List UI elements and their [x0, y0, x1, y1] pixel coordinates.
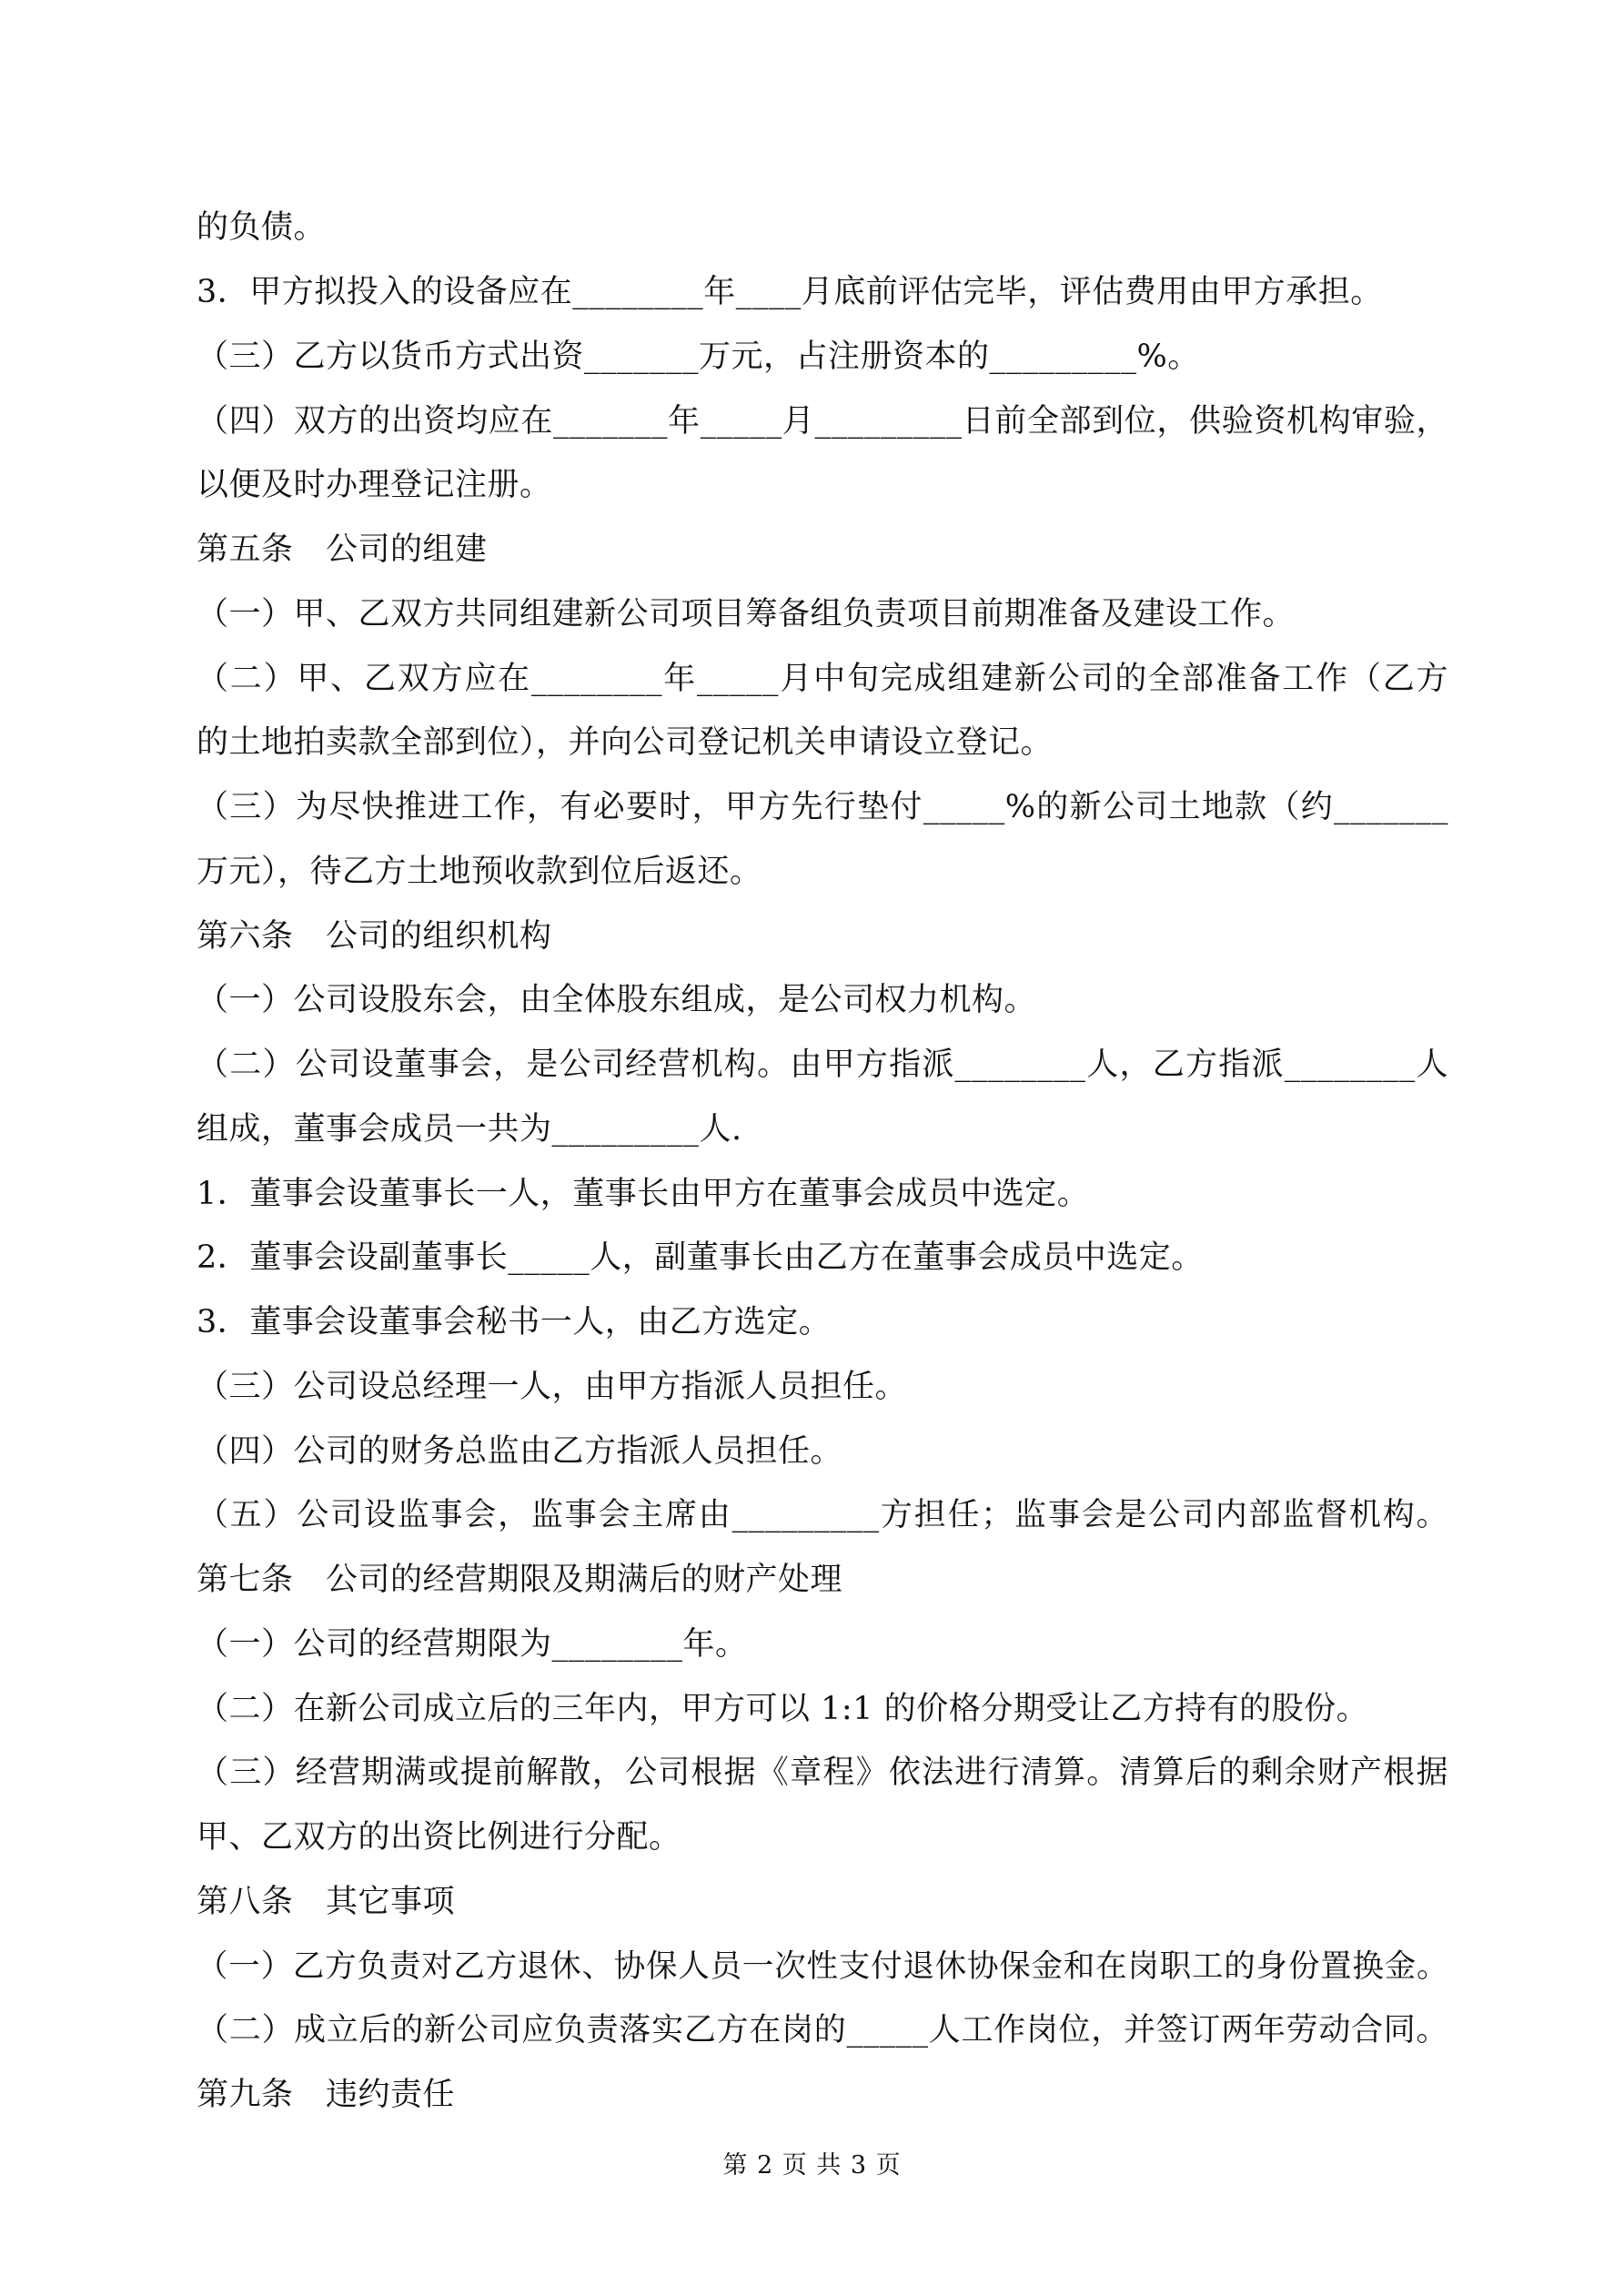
- article-heading: 第六条 公司的组织机构: [197, 918, 552, 955]
- text-line: （三）乙方以货币方式出资_______万元，占注册资本的_________%。: [197, 339, 1200, 375]
- text-line: （一）公司的经营期限为________年。: [197, 1626, 748, 1663]
- text-line: （一）公司设股东会，由全体股东组成，是公司权力机构。: [197, 982, 1037, 1018]
- article-heading: 第八条 其它事项: [197, 1884, 456, 1920]
- text-line: （三）公司设总经理一人，由甲方指派人员担任。: [197, 1369, 908, 1405]
- text-line: （五）公司设监事会，监事会主席由_________方担任；监事会是公司内部监督机构。: [197, 1497, 1448, 1533]
- article-heading: 第五条 公司的组建: [197, 531, 488, 568]
- text-line: （三）经营期满或提前解散，公司根据《章程》依法进行清算。清算后的剩余财产根据: [197, 1755, 1448, 1791]
- text-line: （二）公司设董事会，是公司经营机构。由甲方指派________人，乙方指派________人: [197, 1047, 1448, 1083]
- article-heading: 第七条 公司的经营期限及期满后的财产处理: [197, 1562, 843, 1598]
- text-line: 1．董事会设董事长一人，董事长由甲方在董事会成员中选定。: [197, 1176, 1090, 1212]
- text-line: 的土地拍卖款全部到位），并向公司登记机关申请设立登记。: [197, 724, 1054, 761]
- text-line: （四）双方的出资均应在_______年_____月_________日前全部到位，供验资机构审验，: [197, 403, 1448, 440]
- text-line: 的负债。: [197, 209, 327, 246]
- text-line: 以便及时办理登记注册。: [197, 467, 552, 503]
- text-line: 万元），待乙方土地预收款到位后返还。: [197, 854, 762, 890]
- text-line: 3．甲方拟投入的设备应在________年____月底前评估完毕，评估费用由甲方承担。: [197, 274, 1383, 310]
- text-line: 2．董事会设副董事长_____人，副董事长由乙方在董事会成员中选定。: [197, 1239, 1204, 1276]
- text-line: 甲、乙双方的出资比例进行分配。: [197, 1819, 681, 1856]
- text-line: 组成，董事会成员一共为_________人.: [197, 1111, 742, 1148]
- text-line: （一）乙方负责对乙方退休、协保人员一次性支付退休协保金和在岗职工的身份置换金。: [197, 1948, 1448, 1985]
- page-footer: 第 2 页 共 3 页: [722, 2151, 902, 2180]
- text-line: （二）成立后的新公司应负责落实乙方在岗的_____人工作岗位，并签订两年劳动合同。: [197, 2012, 1448, 2048]
- text-line: （二）在新公司成立后的三年内，甲方可以 1:1 的价格分期受让乙方持有的股份。: [197, 1691, 1369, 1727]
- article-heading: 第九条 违约责任: [197, 2077, 456, 2113]
- text-line: （二）甲、乙双方应在________年_____月中旬完成组建新公司的全部准备工作（乙方: [197, 661, 1448, 697]
- text-line: （一）甲、乙双方共同组建新公司项目筹备组负责项目前期准备及建设工作。: [197, 596, 1296, 632]
- text-line: （三）为尽快推进工作，有必要时，甲方先行垫付_____%的新公司土地款（约_______: [197, 789, 1448, 825]
- text-line: （四）公司的财务总监由乙方指派人员担任。: [197, 1433, 843, 1470]
- text-line: 3．董事会设董事会秘书一人，由乙方选定。: [197, 1304, 832, 1340]
